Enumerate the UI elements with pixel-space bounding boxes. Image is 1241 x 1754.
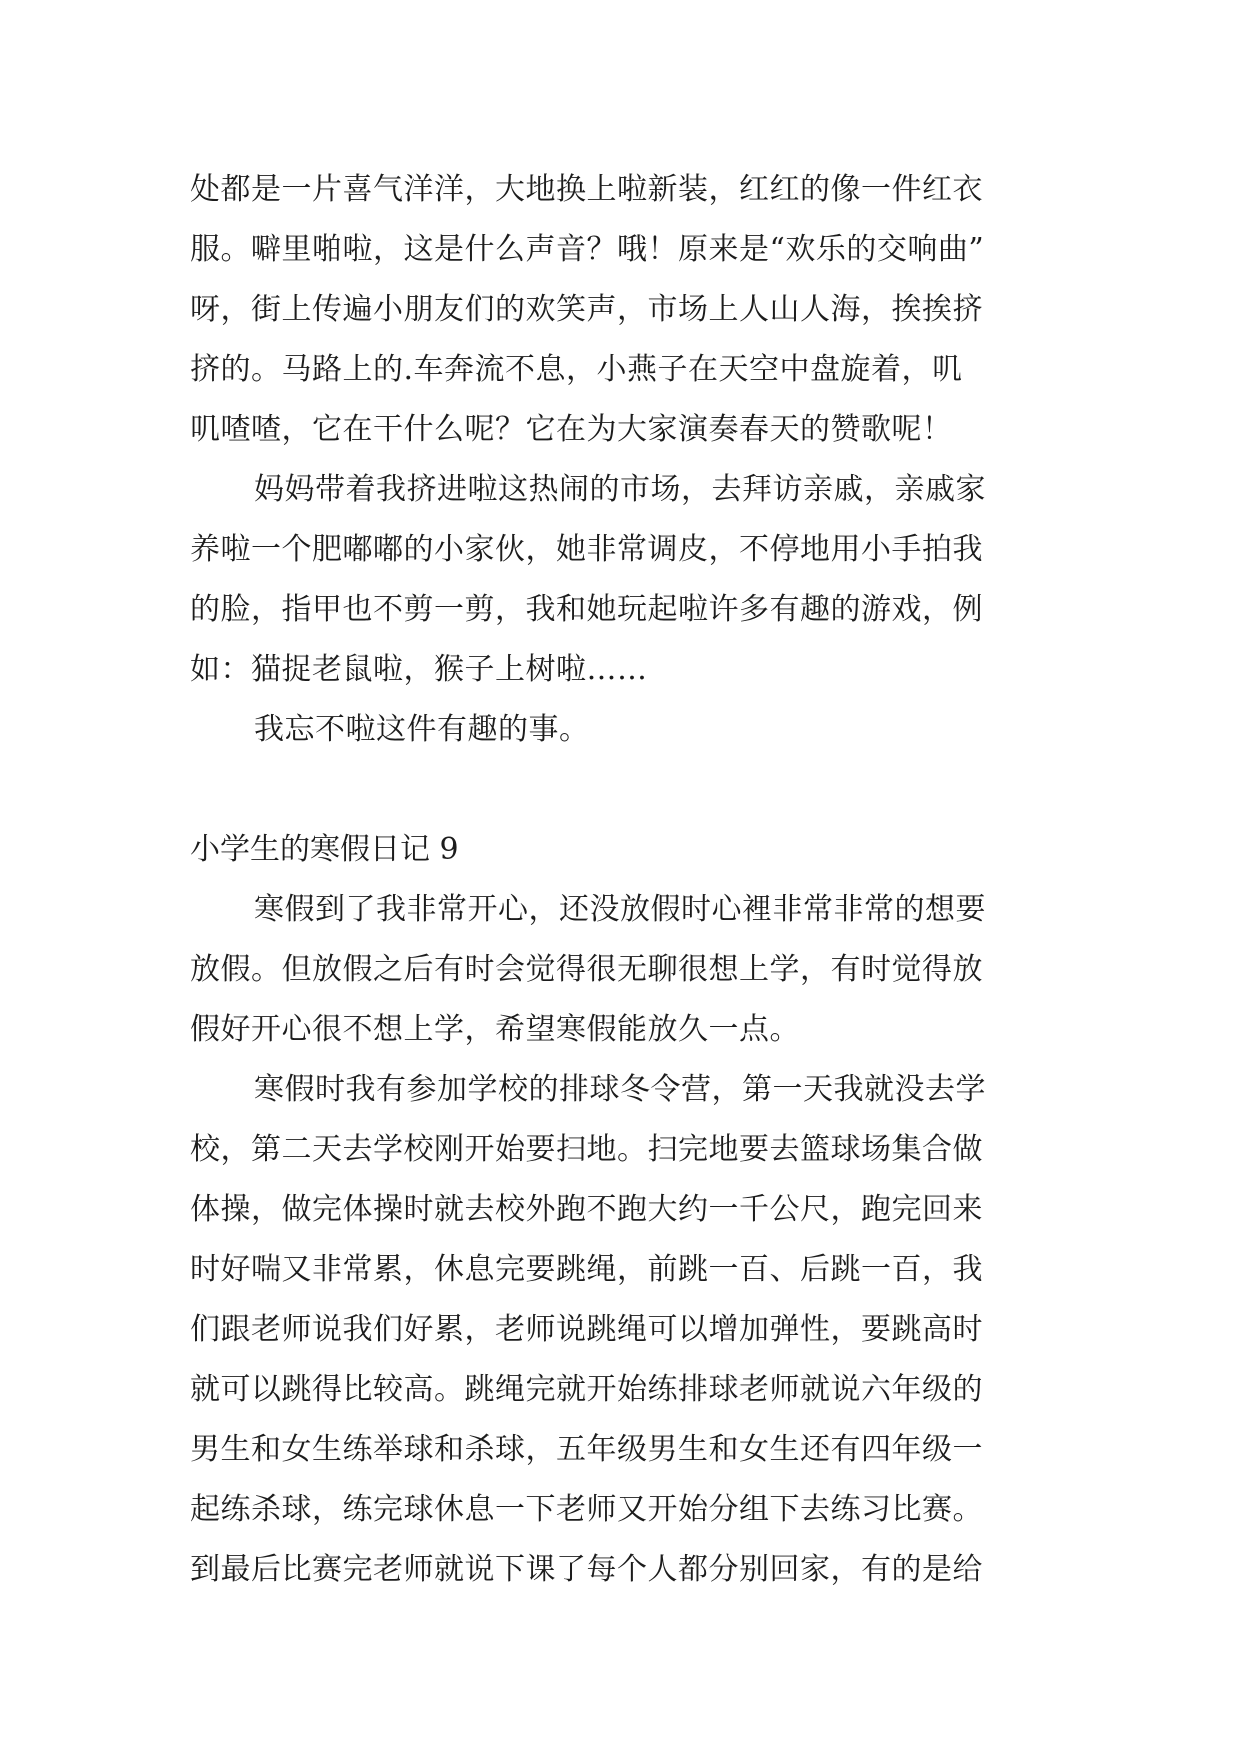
text-line: 妈妈带着我挤进啦这热闹的市场，去拜访亲戚，亲戚家 xyxy=(254,472,986,507)
text-line: 校，第二天去学校刚开始要扫地。扫完地要去篮球场集合做 xyxy=(190,1132,983,1167)
text-line: 时好喘又非常累，休息完要跳绳，前跳一百、后跳一百，我 xyxy=(190,1252,983,1287)
paragraph-4 xyxy=(190,880,1070,1060)
paragraph-2 xyxy=(190,460,1070,700)
text-line: 如：猫捉老鼠啦，猴子上树啦…… xyxy=(190,652,648,687)
text-line: 男生和女生练举球和杀球，五年级男生和女生还有四年级一 xyxy=(190,1432,983,1467)
text-line: 处都是一片喜气洋洋，大地换上啦新装，红红的像一件红衣 xyxy=(190,172,983,207)
text-line: 体操，做完体操时就去校外跑不跑大约一千公尺，跑完回来 xyxy=(190,1192,983,1227)
text-line: 养啦一个肥嘟嘟的小家伙，她非常调皮，不停地用小手拍我 xyxy=(190,532,983,567)
spacer xyxy=(190,760,1070,820)
paragraph-3 xyxy=(190,700,1070,760)
text-line: 假好开心很不想上学，希望寒假能放久一点。 xyxy=(190,1012,800,1047)
text-line: 寒假到了我非常开心，还没放假时心裡非常非常的想要 xyxy=(254,892,986,927)
text-line: 寒假时我有参加学校的排球冬令营，第一天我就没去学 xyxy=(254,1072,986,1107)
text-line: 放假。但放假之后有时会觉得很无聊很想上学，有时觉得放 xyxy=(190,952,983,987)
text-line: 们跟老师说我们好累，老师说跳绳可以增加弹性，要跳高时 xyxy=(190,1312,983,1347)
paragraph-5 xyxy=(190,1060,1070,1600)
text-line: 就可以跳得比较高。跳绳完就开始练排球老师就说六年级的 xyxy=(190,1372,983,1407)
text-line: 服。噼里啪啦，这是什么声音？哦！原来是“欢乐的交响曲” xyxy=(190,232,985,267)
text-line: 呀，街上传遍小朋友们的欢笑声，市场上人山人海，挨挨挤 xyxy=(190,292,983,327)
text-line: 的脸，指甲也不剪一剪，我和她玩起啦许多有趣的游戏，例 xyxy=(190,592,983,627)
text-line: 我忘不啦这件有趣的事。 xyxy=(254,712,590,747)
document-body xyxy=(190,160,1070,1600)
paragraph-1 xyxy=(190,160,1070,460)
text-line: 到最后比赛完老师就说下课了每个人都分别回家，有的是给 xyxy=(190,1552,983,1587)
text-line: 起练杀球，练完球休息一下老师又开始分组下去练习比赛。 xyxy=(190,1492,983,1527)
section-heading: 小学生的寒假日记 9 xyxy=(190,832,459,867)
text-line: 叽喳喳，它在干什么呢？它在为大家演奏春天的赞歌呢！ xyxy=(190,412,953,447)
text-line: 挤的。马路上的.车奔流不息，小燕子在天空中盘旋着，叽 xyxy=(190,352,963,387)
